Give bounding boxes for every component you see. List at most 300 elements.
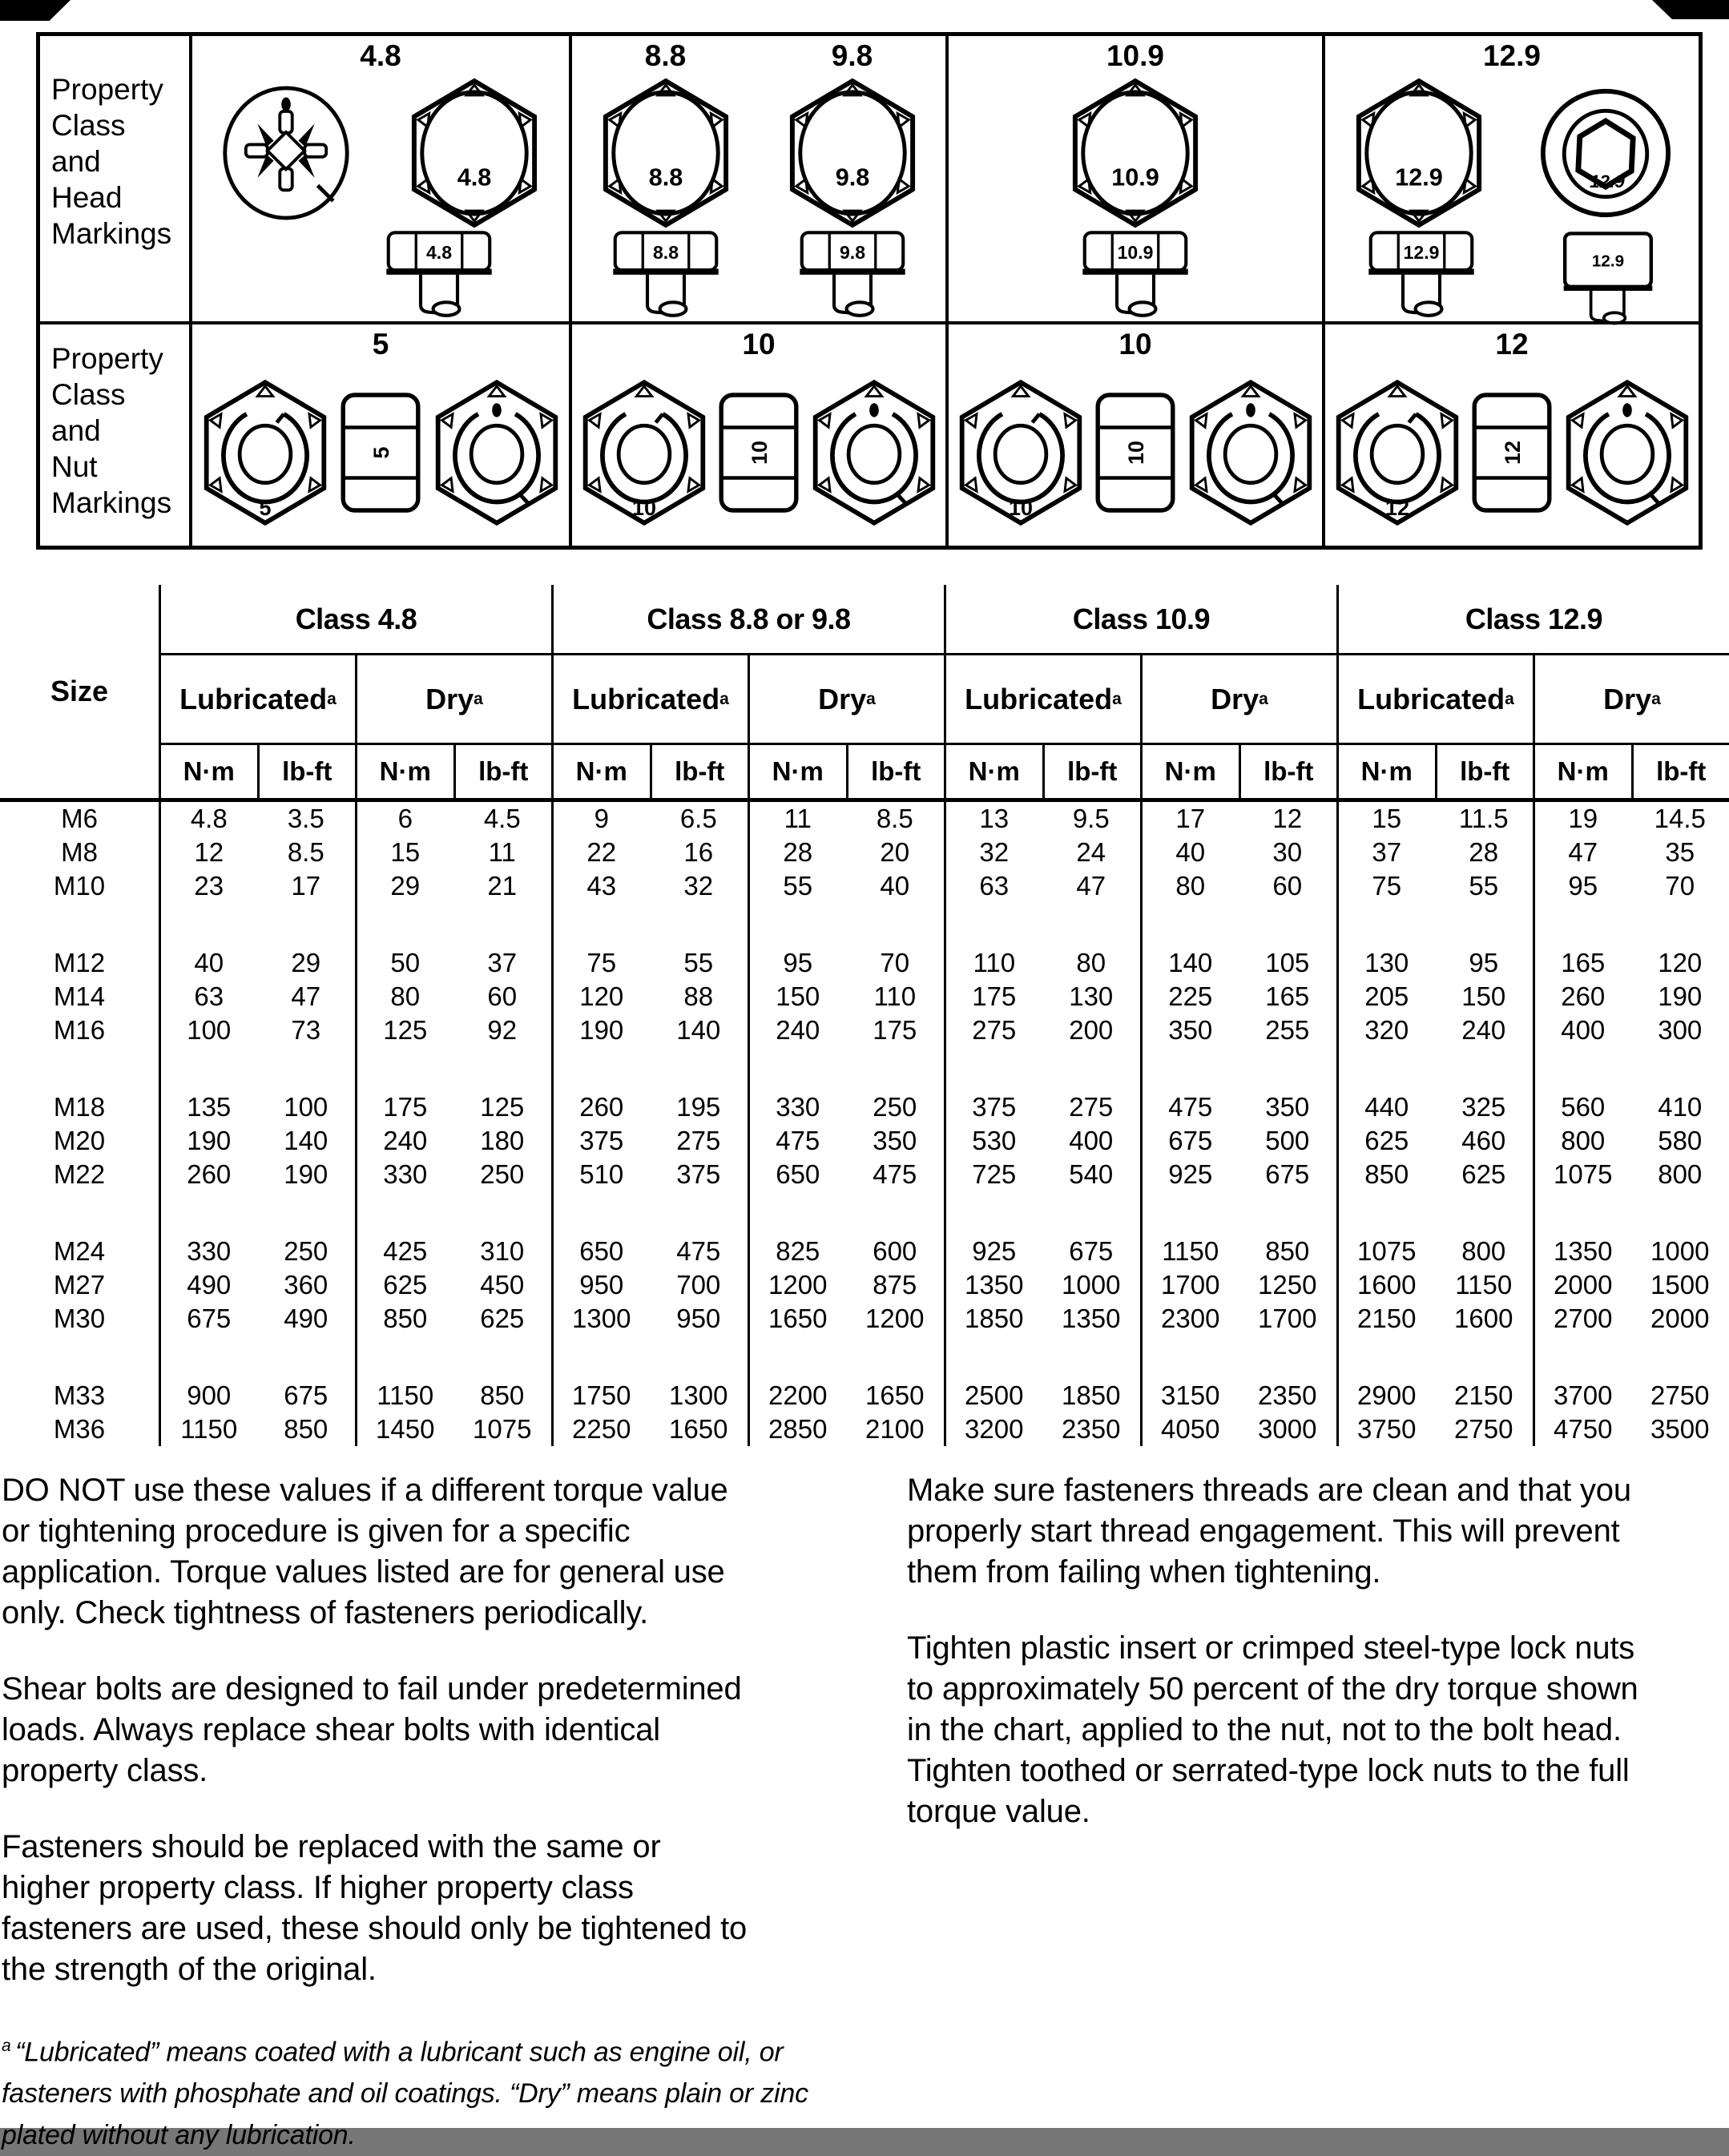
svg-text:12.9: 12.9 (1592, 252, 1624, 271)
condition-label: Lubricated (965, 683, 1112, 716)
figure-cell-titles (1325, 36, 1699, 76)
torque-value-cell: 30 (1239, 836, 1337, 869)
torque-value-cell: 29 (257, 946, 356, 980)
torque-value-cell: 43 (551, 869, 650, 903)
torque-value-cell: 850 (1239, 1235, 1337, 1268)
property-class-title: 10 (1118, 328, 1151, 361)
torque-value-cell: 1150 (1140, 1235, 1239, 1268)
torque-value-cell: 3750 (1336, 1412, 1435, 1446)
torque-value-cell: 35 (1631, 836, 1729, 869)
unit-header: lb-ft (257, 745, 356, 798)
text-line: Make sure fasteners threads are clean and that you (907, 1470, 1726, 1511)
torque-value-cell: 1350 (944, 1268, 1042, 1302)
torque-value-cell: 475 (1140, 1090, 1239, 1124)
torque-value-cell (1239, 1047, 1337, 1090)
torque-value-cell: 205 (1336, 980, 1435, 1014)
nut-face-marked-icon (808, 379, 940, 526)
note-paragraph (2, 1827, 856, 1990)
unit-header: N·m (551, 745, 650, 798)
torque-value-cell: 850 (257, 1412, 356, 1446)
torque-value-cell (159, 903, 257, 946)
torque-value-cell (1140, 1191, 1239, 1235)
text-line: torque value. (907, 1791, 1726, 1832)
hex-head-face-icon (1352, 78, 1486, 228)
table-row (0, 1412, 1729, 1446)
torque-value-cell: 40 (1140, 836, 1239, 869)
torque-value-cell: 725 (944, 1158, 1042, 1191)
torque-value-cell: 70 (1631, 869, 1729, 903)
torque-value-cell: 1075 (453, 1412, 552, 1446)
torque-value-cell: 1300 (650, 1379, 748, 1412)
unit-header: lb-ft (1631, 745, 1729, 798)
torque-value-cell: 80 (1042, 946, 1141, 980)
torque-value-cell: 4.8 (159, 802, 257, 836)
torque-value-cell (453, 903, 552, 946)
bolt-side-icon (1079, 230, 1191, 322)
torque-value-cell: 2150 (1336, 1302, 1435, 1336)
torque-value-cell (1631, 1191, 1729, 1235)
svg-text:5: 5 (369, 446, 393, 458)
figure-label-line: Property (51, 341, 189, 377)
torque-value-cell: 275 (650, 1124, 748, 1158)
torque-value-cell: 1075 (1336, 1235, 1435, 1268)
size-cell: M22 (0, 1158, 159, 1191)
text-line: Tighten toothed or serrated-type lock nuts to the full (907, 1751, 1726, 1791)
figure-row-label (40, 324, 192, 546)
unit-header: lb-ft (650, 745, 748, 798)
torque-value-cell: 240 (355, 1124, 453, 1158)
size-column-header: Size (0, 585, 159, 798)
torque-value-cell (1336, 1336, 1435, 1379)
torque-value-cell (748, 903, 846, 946)
torque-value-cell: 2350 (1042, 1412, 1141, 1446)
torque-value-cell: 190 (1631, 980, 1729, 1014)
torque-value-cell (1435, 903, 1534, 946)
figure-cell (192, 36, 569, 321)
unit-header: N·m (944, 745, 1042, 798)
property-class-title: 10 (742, 328, 775, 361)
footnote-mark: a (1259, 690, 1268, 709)
unit-header: N·m (355, 745, 453, 798)
torque-value-cell: 3500 (1631, 1412, 1729, 1446)
torque-value-cell: 75 (1336, 869, 1435, 903)
torque-value-cell: 925 (1140, 1158, 1239, 1191)
torque-value-cell: 330 (159, 1235, 257, 1268)
torque-value-cell: 850 (1336, 1158, 1435, 1191)
torque-value-cell (355, 903, 453, 946)
figure-row-label (40, 36, 192, 321)
svg-text:8.8: 8.8 (653, 242, 679, 263)
notes-right-column (907, 1470, 1726, 2156)
nut-face-icon (955, 379, 1086, 526)
socket-head-side-icon (1558, 230, 1658, 324)
table-spacer-row (0, 1336, 1729, 1379)
torque-value-cell: 2350 (1239, 1379, 1337, 1412)
torque-value-cell (159, 1191, 257, 1235)
svg-text:4.8: 4.8 (457, 164, 491, 191)
nut-face-marked-icon (431, 379, 562, 526)
notes-section (2, 1470, 1727, 2156)
torque-value-cell (453, 1336, 552, 1379)
bolt-side-icon (383, 230, 495, 322)
svg-text:10: 10 (1124, 441, 1148, 465)
torque-value-cell: 250 (257, 1235, 356, 1268)
torque-value-cell: 1600 (1435, 1302, 1534, 1336)
torque-value-cell: 375 (551, 1124, 650, 1158)
torque-value-cell: 240 (748, 1014, 846, 1047)
note-paragraph (2, 1669, 856, 1791)
torque-value-cell: 850 (453, 1379, 552, 1412)
torque-value-cell (944, 1191, 1042, 1235)
torque-value-cell (1631, 1336, 1729, 1379)
torque-value-cell: 75 (551, 946, 650, 980)
icon-row (192, 365, 569, 546)
torque-value-cell: 2750 (1435, 1412, 1534, 1446)
text-line: or tightening procedure is given for a specific (2, 1511, 856, 1552)
torque-value-cell: 9 (551, 802, 650, 836)
torque-value-cell (1336, 903, 1435, 946)
torque-value-cell: 23 (159, 869, 257, 903)
notes-left-column (2, 1470, 856, 2156)
icon-row (949, 76, 1322, 230)
condition-label: Dry (1603, 683, 1651, 716)
torque-value-cell: 63 (944, 869, 1042, 903)
unit-header: lb-ft (846, 745, 945, 798)
torque-value-cell (257, 1336, 356, 1379)
icon-row (949, 230, 1322, 320)
nut-side-icon (715, 387, 802, 518)
torque-value-cell: 650 (748, 1158, 846, 1191)
bolt-side-icon (1365, 230, 1477, 322)
torque-value-cell (1042, 1047, 1141, 1090)
torque-value-cell: 70 (846, 946, 945, 980)
torque-table-body (0, 802, 1729, 1446)
torque-value-cell: 475 (748, 1124, 846, 1158)
torque-value-cell: 625 (1435, 1158, 1534, 1191)
torque-value-cell: 28 (748, 836, 846, 869)
torque-value-cell: 600 (846, 1235, 945, 1268)
figure-cell-titles (949, 36, 1322, 76)
size-cell: M30 (0, 1302, 159, 1336)
torque-value-cell: 950 (650, 1302, 748, 1336)
torque-value-cell: 400 (1533, 1014, 1631, 1047)
torque-value-cell: 375 (650, 1158, 748, 1191)
unit-header: N·m (159, 745, 257, 798)
torque-value-cell: 150 (1435, 980, 1534, 1014)
torque-value-cell: 15 (355, 836, 453, 869)
torque-value-cell: 450 (453, 1268, 552, 1302)
torque-value-cell: 275 (944, 1014, 1042, 1047)
torque-value-cell: 55 (650, 946, 748, 980)
nut-side-icon (337, 387, 424, 518)
dry-header (1533, 655, 1729, 745)
footnote-mark: a (1112, 690, 1122, 709)
size-cell (0, 1336, 159, 1379)
torque-value-cell: 63 (159, 980, 257, 1014)
torque-value-cell: 125 (355, 1014, 453, 1047)
torque-value-cell: 2000 (1631, 1302, 1729, 1336)
unit-header: N·m (1336, 745, 1435, 798)
torque-value-cell: 135 (159, 1090, 257, 1124)
torque-value-cell: 2300 (1140, 1302, 1239, 1336)
table-row (0, 1124, 1729, 1158)
size-cell (0, 903, 159, 946)
table-spacer-row (0, 1047, 1729, 1090)
size-cell: M10 (0, 869, 159, 903)
size-cell: M8 (0, 836, 159, 869)
torque-value-cell: 9.5 (1042, 802, 1141, 836)
table-row (0, 1090, 1729, 1124)
torque-value-cell: 1650 (748, 1302, 846, 1336)
torque-value-cell: 80 (355, 980, 453, 1014)
nut-face-marked-icon (1185, 379, 1316, 526)
torque-value-cell: 19 (1533, 802, 1631, 836)
torque-value-cell: 140 (257, 1124, 356, 1158)
torque-value-cell: 490 (257, 1302, 356, 1336)
figure-cell (569, 324, 945, 546)
torque-value-cell: 2100 (846, 1412, 945, 1446)
icon-row (192, 76, 569, 230)
torque-value-cell: 4750 (1533, 1412, 1631, 1446)
figure-cell-titles (949, 324, 1322, 365)
torque-value-cell: 260 (159, 1158, 257, 1191)
torque-value-cell: 32 (650, 869, 748, 903)
text-line: higher property class. If higher property class (2, 1868, 856, 1908)
dry-header (748, 655, 944, 745)
unit-header: N·m (748, 745, 846, 798)
torque-value-cell: 675 (159, 1302, 257, 1336)
torque-value-cell: 165 (1239, 980, 1337, 1014)
torque-value-cell (650, 1336, 748, 1379)
torque-value-cell: 250 (846, 1090, 945, 1124)
icon-row (949, 365, 1322, 546)
torque-value-cell: 2750 (1631, 1379, 1729, 1412)
unit-header: lb-ft (453, 745, 552, 798)
torque-value-cell: 900 (159, 1379, 257, 1412)
torque-value-cell (846, 1336, 945, 1379)
svg-text:10: 10 (1008, 496, 1032, 520)
torque-value-cell: 16 (650, 836, 748, 869)
torque-value-cell: 73 (257, 1014, 356, 1047)
condition-label: Dry (425, 683, 474, 716)
nut-face-icon (200, 379, 331, 526)
property-class-title: 12 (1495, 328, 1528, 361)
class-group-header: Class 10.9 (944, 585, 1336, 655)
torque-value-cell (453, 1047, 552, 1090)
torque-value-cell: 1350 (1042, 1302, 1141, 1336)
torque-value-cell: 1700 (1140, 1268, 1239, 1302)
socket-head-face-icon (1539, 87, 1672, 220)
condition-label: Dry (818, 683, 866, 716)
footnote-line: plated without any lubrication. (2, 2114, 856, 2156)
svg-text:8.8: 8.8 (648, 164, 683, 191)
torque-value-cell: 1200 (748, 1268, 846, 1302)
torque-value-cell: 540 (1042, 1158, 1141, 1191)
torque-value-cell: 120 (551, 980, 650, 1014)
torque-value-cell: 8.5 (846, 802, 945, 836)
torque-value-cell: 2850 (748, 1412, 846, 1446)
svg-text:12: 12 (1384, 496, 1409, 520)
nut-side-icon (1092, 387, 1179, 518)
torque-value-cell: 490 (159, 1268, 257, 1302)
torque-value-cell: 1750 (551, 1379, 650, 1412)
torque-value-cell: 175 (846, 1014, 945, 1047)
table-row (0, 1379, 1729, 1412)
torque-value-cell (650, 903, 748, 946)
hex-head-face-icon (407, 78, 542, 228)
torque-value-cell: 650 (551, 1235, 650, 1268)
text-line: DO NOT use these values if a different torque value (2, 1470, 856, 1511)
table-row (0, 836, 1729, 869)
icon-row (1325, 365, 1699, 546)
figure-label-line: Markings (51, 216, 189, 252)
figure-label-line: and (51, 143, 189, 179)
torque-value-cell (1239, 1191, 1337, 1235)
torque-value-cell: 20 (846, 836, 945, 869)
torque-value-cell: 175 (944, 980, 1042, 1014)
figure-row (40, 36, 1699, 321)
footnote-text: “Lubricated” means coated with a lubricant such as engine oil, or (15, 2037, 783, 2067)
torque-value-cell (1533, 1336, 1631, 1379)
torque-value-cell: 17 (257, 869, 356, 903)
class-group-header: Class 12.9 (1336, 585, 1729, 655)
torque-value-cell (650, 1047, 748, 1090)
torque-value-cell: 700 (650, 1268, 748, 1302)
text-line: fasteners are used, these should only be tightened to (2, 1908, 856, 1949)
torque-value-cell: 50 (355, 946, 453, 980)
figure-label-line: Property (51, 71, 189, 107)
torque-value-cell: 580 (1631, 1124, 1729, 1158)
torque-value-cell: 350 (846, 1124, 945, 1158)
torque-value-cell (257, 1047, 356, 1090)
svg-text:12.9: 12.9 (1404, 242, 1440, 263)
torque-table (0, 585, 1729, 1446)
nut-side-icon (1469, 387, 1555, 518)
lubricated-header (944, 655, 1140, 745)
size-cell: M27 (0, 1268, 159, 1302)
class-group-header: Class 8.8 or 9.8 (551, 585, 944, 655)
table-row (0, 946, 1729, 980)
figure-label-line: Nut (51, 449, 189, 485)
property-class-title: 10.9 (1106, 39, 1164, 73)
torque-value-cell: 37 (453, 946, 552, 980)
torque-value-cell: 47 (1533, 836, 1631, 869)
text-line: loads. Always replace shear bolts with identical (2, 1710, 856, 1751)
torque-value-cell (551, 1336, 650, 1379)
text-line: only. Check tightness of fasteners periodically. (2, 1593, 856, 1634)
text-line: property class. (2, 1751, 856, 1791)
hex-head-face-icon (598, 78, 733, 228)
torque-value-cell (650, 1191, 748, 1235)
torque-value-cell: 175 (355, 1090, 453, 1124)
torque-value-cell: 530 (944, 1124, 1042, 1158)
figure-cell-titles (192, 324, 569, 365)
unit-header: N·m (1533, 745, 1631, 798)
torque-value-cell: 3150 (1140, 1379, 1239, 1412)
size-cell: M18 (0, 1090, 159, 1124)
property-class-title: 5 (373, 328, 389, 361)
table-row (0, 1158, 1729, 1191)
figure-label-line: Markings (51, 485, 189, 521)
figure-cell (569, 36, 945, 321)
torque-value-cell: 165 (1533, 946, 1631, 980)
text-line: Tighten plastic insert or crimped steel-type lock nuts (907, 1628, 1726, 1669)
torque-value-cell: 12 (1239, 802, 1337, 836)
torque-value-cell (551, 1191, 650, 1235)
torque-value-cell: 675 (1042, 1235, 1141, 1268)
torque-value-cell (1140, 1336, 1239, 1379)
text-line: properly start thread engagement. This will prevent (907, 1511, 1726, 1552)
svg-text:12.9: 12.9 (1395, 164, 1443, 191)
footnote-mark: a (866, 690, 876, 709)
torque-value-cell: 200 (1042, 1014, 1141, 1047)
torque-value-cell: 100 (257, 1090, 356, 1124)
torque-value-cell: 15 (1336, 802, 1435, 836)
torque-value-cell: 150 (748, 980, 846, 1014)
torque-value-cell: 40 (159, 946, 257, 980)
property-class-figure (36, 32, 1703, 550)
torque-value-cell (1042, 1191, 1141, 1235)
table-row (0, 1235, 1729, 1268)
torque-value-cell: 37 (1336, 836, 1435, 869)
torque-value-cell: 11 (748, 802, 846, 836)
torque-value-cell: 1650 (846, 1379, 945, 1412)
property-class-title: 8.8 (645, 39, 686, 73)
torque-value-cell: 1075 (1533, 1158, 1631, 1191)
footnote (2, 2025, 856, 2156)
size-cell (0, 1047, 159, 1090)
torque-value-cell: 40 (846, 869, 945, 903)
size-cell (0, 1191, 159, 1235)
torque-value-cell: 225 (1140, 980, 1239, 1014)
svg-text:10: 10 (748, 441, 772, 465)
unit-header: N·m (1140, 745, 1239, 798)
bolt-side-icon (796, 230, 909, 322)
torque-value-cell: 440 (1336, 1090, 1435, 1124)
property-class-title: 9.8 (832, 39, 873, 73)
figure-label-line: Class (51, 107, 189, 143)
torque-value-cell: 29 (355, 869, 453, 903)
torque-value-cell: 925 (944, 1235, 1042, 1268)
size-cell: M24 (0, 1235, 159, 1268)
torque-value-cell: 1500 (1631, 1268, 1729, 1302)
torque-value-cell (1239, 1336, 1337, 1379)
size-cell: M14 (0, 980, 159, 1014)
torque-value-cell: 6 (355, 802, 453, 836)
torque-value-cell (748, 1191, 846, 1235)
figure-cell (1322, 36, 1699, 321)
lubricated-header (1336, 655, 1533, 745)
text-line: the strength of the original. (2, 1949, 856, 1990)
svg-text:9.8: 9.8 (835, 164, 869, 191)
torque-value-cell (257, 903, 356, 946)
torque-value-cell (1533, 1047, 1631, 1090)
torque-value-cell (846, 1047, 945, 1090)
svg-text:9.8: 9.8 (840, 242, 865, 263)
torque-value-cell: 275 (1042, 1090, 1141, 1124)
torque-value-cell: 675 (257, 1379, 356, 1412)
torque-value-cell: 110 (846, 980, 945, 1014)
torque-value-cell: 330 (748, 1090, 846, 1124)
torque-value-cell (846, 1191, 945, 1235)
svg-text:12: 12 (1501, 441, 1525, 465)
torque-value-cell: 350 (1239, 1090, 1337, 1124)
torque-value-cell: 1150 (1435, 1268, 1534, 1302)
icon-row (572, 76, 945, 230)
svg-text:10.9: 10.9 (1111, 164, 1159, 191)
torque-value-cell: 100 (159, 1014, 257, 1047)
size-cell: M33 (0, 1379, 159, 1412)
